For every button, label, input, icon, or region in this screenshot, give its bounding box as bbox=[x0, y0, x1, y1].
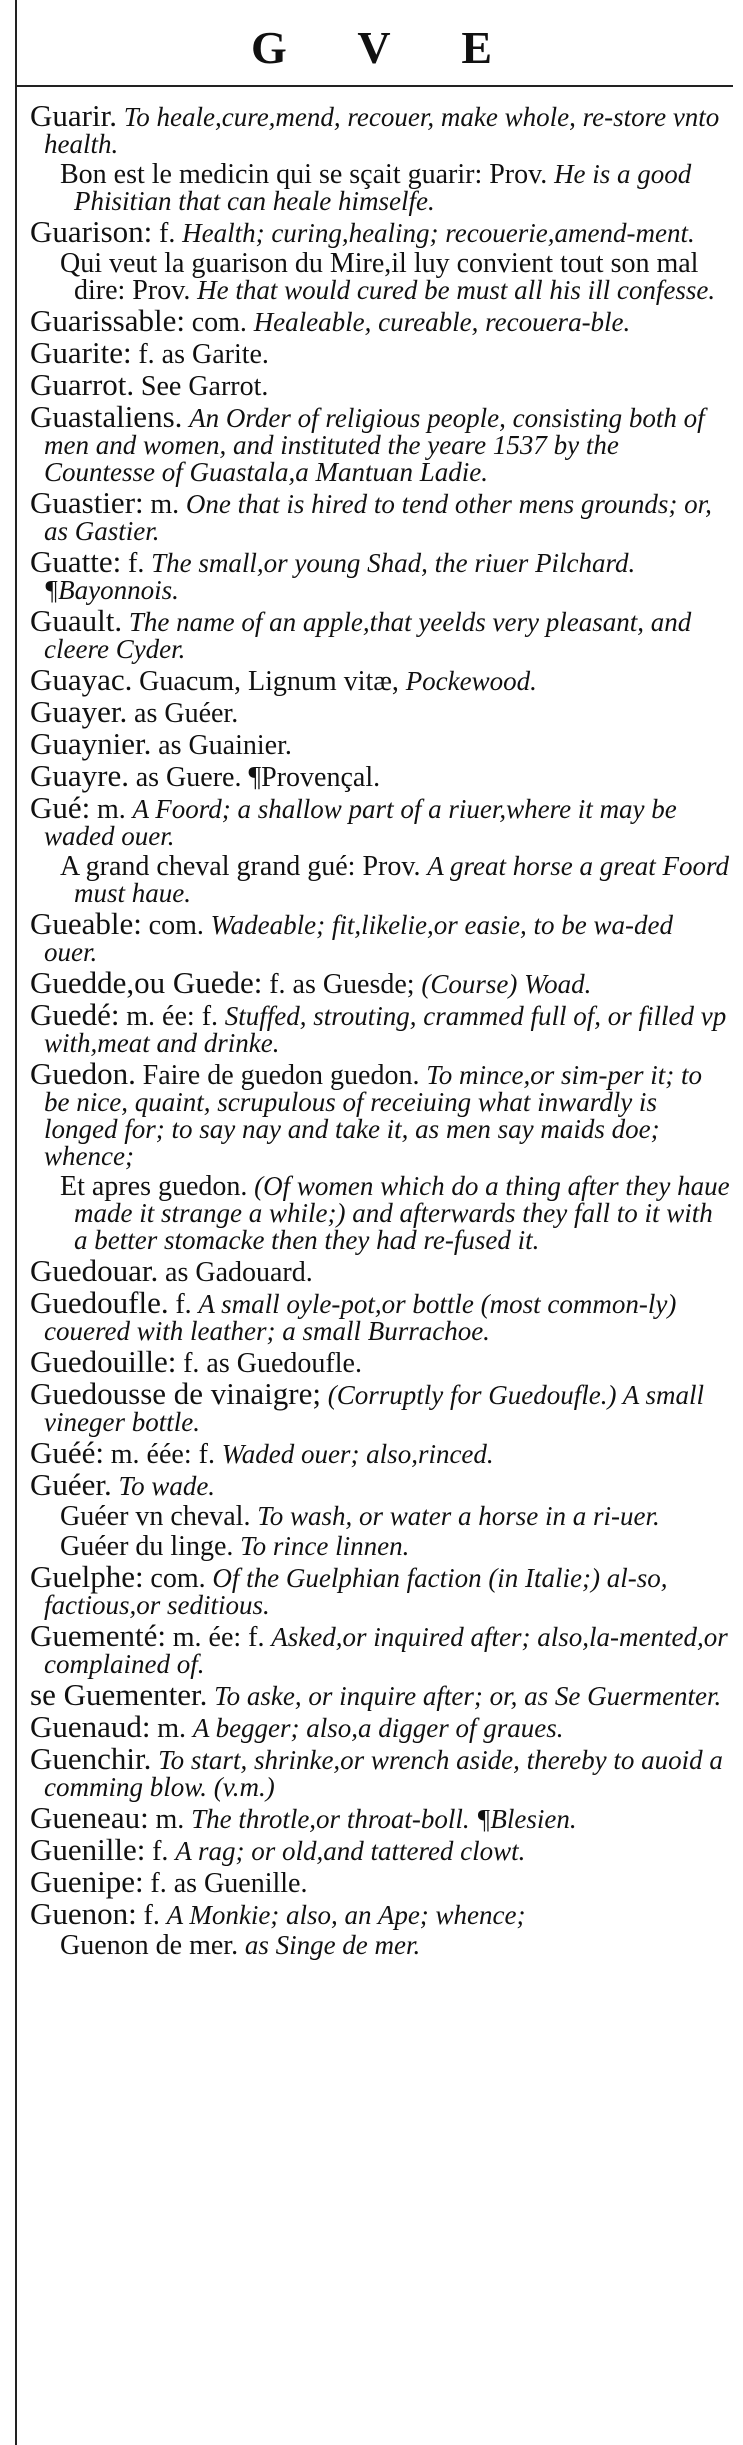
gloss: (Corruptly for Guedoufle.) A small vineger bottle. bbox=[44, 1380, 704, 1437]
headword: Gueable: bbox=[30, 906, 142, 941]
headword: Gué: bbox=[30, 790, 91, 825]
explanation: m. ée: f. bbox=[172, 1622, 265, 1653]
dictionary-entry bbox=[30, 1677, 731, 1712]
explanation: f. as Guenille. bbox=[150, 1868, 308, 1899]
dictionary-entry bbox=[30, 1741, 731, 1802]
dictionary-entry bbox=[30, 1344, 731, 1379]
sub-entry bbox=[30, 853, 731, 907]
dictionary-entry bbox=[30, 367, 731, 402]
gloss: He is a good Phisitian that can heale himselfe. bbox=[74, 159, 692, 216]
explanation: com. bbox=[191, 307, 247, 338]
explanation: Faire de guedon guedon. bbox=[142, 1060, 420, 1091]
gloss: A begger; also,a digger of graues. bbox=[192, 1713, 564, 1743]
dictionary-entry bbox=[30, 997, 731, 1058]
gloss: A small oyle-pot,or bottle (most common-ly) couered with leather; a small Burrachoe. bbox=[44, 1289, 677, 1346]
headword: Guaynier. bbox=[30, 726, 152, 761]
explanation: Guéer du linge. bbox=[60, 1531, 234, 1562]
gloss: An Order of religious people, consisting both of men and women, and instituted the yeare 1537 by the Countesse of Guastala,a Mantuan Ladie. bbox=[44, 403, 705, 487]
headword: Guastier: bbox=[30, 485, 144, 520]
gloss: To rince linnen. bbox=[240, 1531, 410, 1561]
headword: Guenipe: bbox=[30, 1864, 144, 1899]
headword: Guenaud: bbox=[30, 1709, 151, 1744]
explanation: A grand cheval grand gué: Prov. bbox=[60, 851, 421, 882]
gloss: The name of an apple,that yeelds very pleasant, and cleere Cyder. bbox=[44, 607, 692, 664]
dictionary-entry bbox=[30, 1832, 731, 1867]
explanation: as Guere. ¶Provençal. bbox=[135, 762, 381, 793]
dictionary-entry bbox=[30, 1709, 731, 1744]
dictionary-entry bbox=[30, 906, 731, 967]
gloss: Waded ouer; also,rinced. bbox=[221, 1439, 494, 1469]
explanation: Guéer vn cheval. bbox=[60, 1501, 251, 1532]
headword: Guayac. bbox=[30, 662, 133, 697]
page-header: G V E bbox=[250, 22, 523, 73]
headword: Guarissable: bbox=[30, 303, 185, 338]
sub-entry bbox=[30, 161, 731, 215]
explanation: f. as Guedoufle. bbox=[183, 1348, 362, 1379]
sub-entry bbox=[30, 1932, 731, 1959]
headword: Guayre. bbox=[30, 758, 129, 793]
dictionary-entry bbox=[30, 965, 731, 1000]
headword: Guedon. bbox=[30, 1056, 136, 1091]
explanation: as Gadouard. bbox=[165, 1257, 313, 1288]
gloss: A Foord; a shallow part of a riuer,where it may be waded ouer. bbox=[44, 794, 677, 851]
headword: Guéer. bbox=[30, 1467, 112, 1502]
explanation: m. bbox=[155, 1804, 185, 1835]
explanation: Guacum, Lignum vitæ, bbox=[139, 666, 399, 697]
gloss: To wash, or water a horse in a ri-uer. bbox=[257, 1501, 660, 1531]
left-column-rule bbox=[15, 0, 17, 2445]
dictionary-entry bbox=[30, 485, 731, 546]
explanation: Et apres guedon. bbox=[60, 1171, 248, 1202]
dictionary-entry bbox=[30, 1253, 731, 1288]
explanation: com. bbox=[148, 910, 204, 941]
gloss: The small,or young Shad, the riuer Pilchard. ¶Bayonnois. bbox=[44, 548, 636, 605]
dictionary-entry bbox=[30, 1896, 731, 1931]
dictionary-entry bbox=[30, 1435, 731, 1470]
sub-entry bbox=[30, 1533, 731, 1560]
gloss: (Of women which do a thing after they haue made it strange a while;) and afterwards they fall to it with a better stomacke then they had re-fused it. bbox=[74, 1171, 730, 1255]
gloss: Asked,or inquired after; also,la-mented,or complained of. bbox=[44, 1622, 728, 1679]
explanation: m. ée: f. bbox=[126, 1001, 219, 1032]
gloss: To start, shrinke,or wrench aside, thereby to auoid a comming blow. (v.m.) bbox=[44, 1745, 723, 1802]
sub-entry bbox=[30, 1173, 731, 1254]
gloss: A great horse a great Foord must haue. bbox=[74, 851, 730, 908]
explanation: f. bbox=[175, 1289, 192, 1320]
explanation: f. as Guesde; bbox=[269, 969, 415, 1000]
gloss: Of the Guelphian faction (in Italie;) al-so, factious,or seditious. bbox=[44, 1563, 668, 1620]
explanation: m. éée: f. bbox=[110, 1439, 215, 1470]
headword: Guedé: bbox=[30, 997, 120, 1032]
gloss: A rag; or old,and tattered clowt. bbox=[175, 1836, 526, 1866]
explanation: f. bbox=[128, 548, 145, 579]
dictionary-entry bbox=[30, 98, 731, 159]
header-rule bbox=[15, 85, 733, 87]
dictionary-entry bbox=[30, 303, 731, 338]
dictionary-entry bbox=[30, 1056, 731, 1171]
headword: Guastaliens. bbox=[30, 399, 183, 434]
headword: Guarison: bbox=[30, 214, 153, 249]
headword: Guenon: bbox=[30, 1896, 137, 1931]
dictionary-entry bbox=[30, 726, 731, 761]
gloss: Pockewood. bbox=[405, 666, 537, 696]
headword: Guedoufle. bbox=[30, 1285, 169, 1320]
dictionary-entry bbox=[30, 603, 731, 664]
headword: Guatte: bbox=[30, 544, 122, 579]
gloss: Wadeable; fit,likelie,or easie, to be wa-ded ouer. bbox=[44, 910, 673, 967]
dictionary-entry bbox=[30, 335, 731, 370]
explanation: as Guéer. bbox=[134, 698, 239, 729]
headword: Guedouar. bbox=[30, 1253, 159, 1288]
gloss: Health; curing,healing; recouerie,amend-ment. bbox=[182, 218, 695, 248]
gloss: Healeable, cureable, recouera-ble. bbox=[253, 307, 631, 337]
explanation: f. bbox=[152, 1836, 169, 1867]
headword: Guedouille: bbox=[30, 1344, 177, 1379]
dictionary-entry bbox=[30, 790, 731, 851]
headword: Guarir. bbox=[30, 98, 117, 133]
entry-list bbox=[30, 98, 731, 1962]
gloss: One that is hired to tend other mens grounds; or, as Gastier. bbox=[44, 489, 712, 546]
dictionary-entry bbox=[30, 694, 731, 729]
dictionary-entry bbox=[30, 1800, 731, 1835]
dictionary-entry bbox=[30, 399, 731, 487]
headword: Guenchir. bbox=[30, 1741, 152, 1776]
explanation: m. bbox=[150, 489, 180, 520]
dictionary-entry bbox=[30, 758, 731, 793]
headword: Guayer. bbox=[30, 694, 128, 729]
headword: Guedde,ou Guede: bbox=[30, 965, 263, 1000]
headword: Gueneau: bbox=[30, 1800, 149, 1835]
explanation: f. bbox=[159, 218, 176, 249]
gloss: To wade. bbox=[118, 1471, 216, 1501]
gloss: (Course) Woad. bbox=[421, 969, 592, 999]
headword: se Guementer. bbox=[30, 1677, 208, 1712]
gloss: He that would cured be must all his ill confesse. bbox=[197, 275, 716, 305]
explanation: See Garrot. bbox=[140, 371, 269, 402]
dictionary-entry bbox=[30, 1559, 731, 1620]
dictionary-entry bbox=[30, 214, 731, 249]
explanation: m. bbox=[157, 1713, 187, 1744]
dictionary-entry bbox=[30, 1864, 731, 1899]
headword: Guarite: bbox=[30, 335, 132, 370]
explanation: com. bbox=[150, 1563, 206, 1594]
gloss: To heale,cure,mend, recouer, make whole, re-store vnto health. bbox=[44, 102, 720, 159]
explanation: f. as Garite. bbox=[138, 339, 269, 370]
dictionary-entry bbox=[30, 1467, 731, 1502]
explanation: Bon est le medicin qui se sçait guarir: Prov. bbox=[60, 159, 548, 190]
gloss: A Monkie; also, an Ape; whence; bbox=[166, 1900, 526, 1930]
headword: Guelphe: bbox=[30, 1559, 144, 1594]
gloss: The throtle,or throat-boll. ¶Blesien. bbox=[191, 1804, 577, 1834]
headword: Guéé: bbox=[30, 1435, 105, 1470]
headword: Guault. bbox=[30, 603, 123, 638]
dictionary-entry bbox=[30, 1618, 731, 1679]
gloss: as Singe de mer. bbox=[244, 1930, 421, 1960]
gloss: Stuffed, strouting, crammed full of, or filled vp with,meat and drinke. bbox=[44, 1001, 727, 1058]
sub-entry bbox=[30, 250, 731, 304]
headword: Guementé: bbox=[30, 1618, 167, 1653]
dictionary-entry bbox=[30, 662, 731, 697]
explanation: Qui veut la guarison du Mire,il luy convient tout son mal dire: Prov. bbox=[60, 248, 699, 306]
explanation: f. bbox=[143, 1900, 160, 1931]
dictionary-entry bbox=[30, 1376, 731, 1437]
headword: Guarrot. bbox=[30, 367, 135, 402]
headword: Guenille: bbox=[30, 1832, 146, 1867]
dictionary-entry bbox=[30, 544, 731, 605]
sub-entry bbox=[30, 1503, 731, 1530]
explanation: as Guainier. bbox=[158, 730, 292, 761]
gloss: To mince,or sim-per it; to be nice, quaint, scrupulous of receiuing what inwardly is longed for; to say nay and take it, as men say maids doe; whence; bbox=[44, 1060, 702, 1171]
headword: Guedousse de vinaigre; bbox=[30, 1376, 321, 1411]
explanation: m. bbox=[97, 794, 126, 825]
explanation: Guenon de mer. bbox=[60, 1930, 239, 1961]
gloss: To aske, or inquire after; or, as Se Guermenter. bbox=[214, 1681, 722, 1711]
dictionary-entry bbox=[30, 1285, 731, 1346]
